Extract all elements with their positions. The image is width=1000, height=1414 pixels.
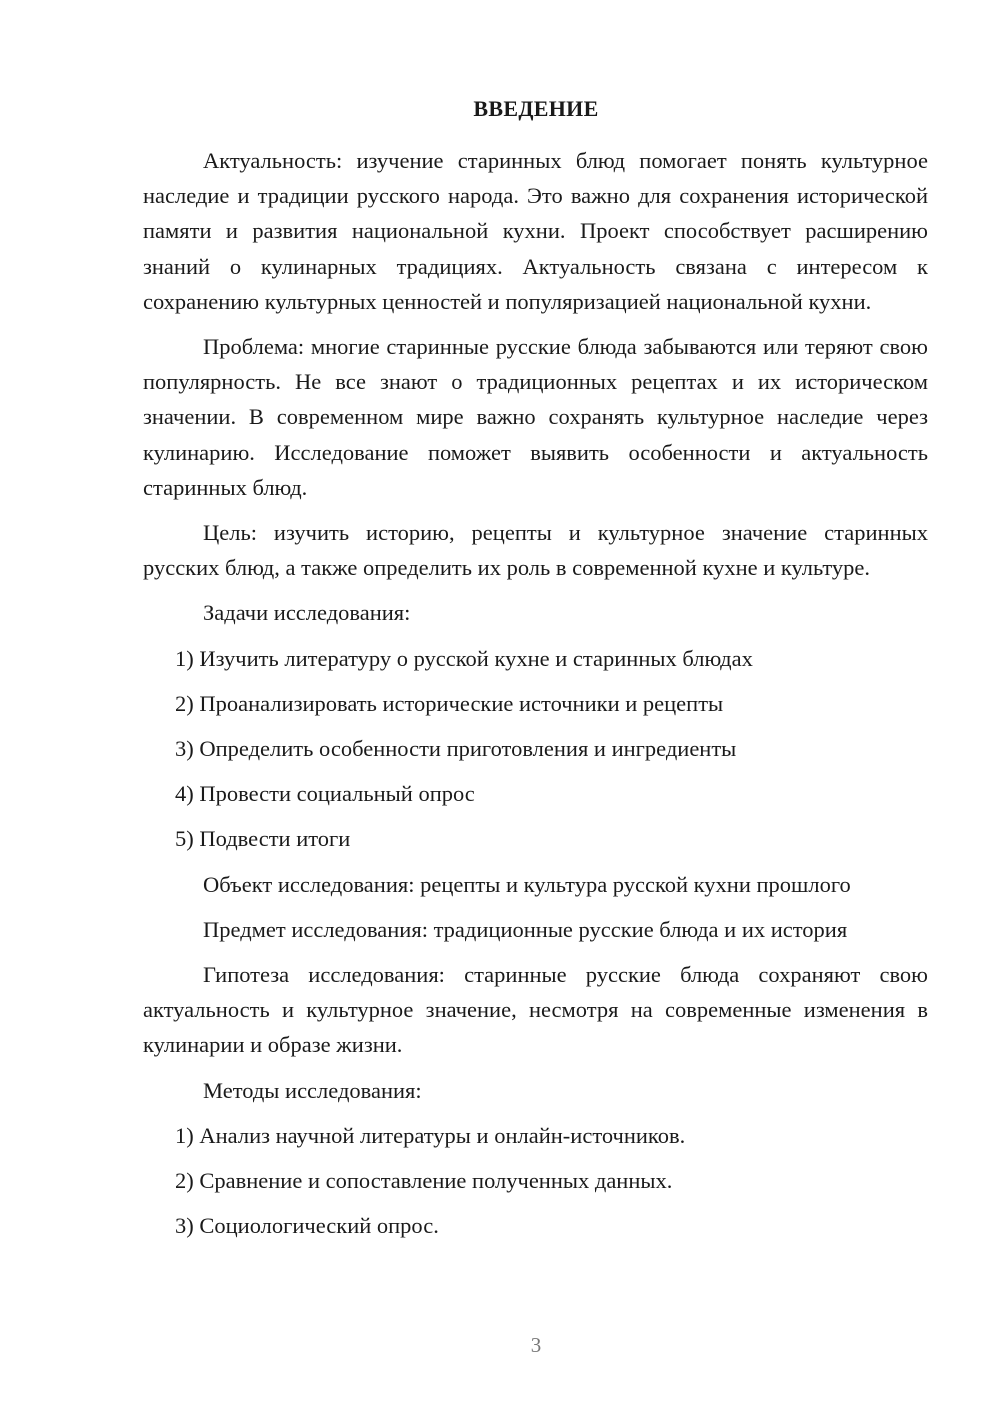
task-item: 1) Изучить литературу о русской кухне и старинных блюдах xyxy=(175,645,753,671)
page-number: 3 xyxy=(530,1333,542,1357)
method-item: 1) Анализ научной литературы и онлайн-источников. xyxy=(175,1122,686,1148)
research-subject: Предмет исследования: традиционные русские блюда и их история xyxy=(203,916,848,942)
methods-list xyxy=(143,1118,928,1244)
methods-heading: Методы исследования: xyxy=(203,1077,422,1103)
task-item: 4) Провести социальный опрос xyxy=(175,781,475,807)
tasks-list xyxy=(143,641,928,857)
task-item: 3) Определить особенности приготовления и ингредиенты xyxy=(175,736,737,762)
document-body xyxy=(143,143,928,1253)
problem-paragraph: Проблема: многие старинные русские блюда забываются или теряют свою популярность. Не все знают о традиционных рецептах и их историческом значении. В современном мире важно сохранять культурное наследие через кулинарию. Исследование поможет выявить особенности и актуальность старинных блюд. xyxy=(143,334,928,500)
method-item: 3) Социологический опрос. xyxy=(175,1213,439,1239)
task-item: 5) Подвести итоги xyxy=(175,826,351,852)
relevance-paragraph: Актуальность: изучение старинных блюд помогает понять культурное наследие и традиции русского народа. Это важно для сохранения исторической памяти и развития национальной кухни. Проект способствует расширению знаний о кулинарных традициях. Актуальность связана с интересом к сохранению культурных ценностей и популяризацией национальной кухни. xyxy=(143,148,928,314)
task-item: 2) Проанализировать исторические источники и рецепты xyxy=(175,690,724,716)
method-item: 2) Сравнение и сопоставление полученных данных. xyxy=(175,1168,673,1194)
hypothesis-paragraph: Гипотеза исследования: старинные русские блюда сохраняют свою актуальность и культурное значение, несмотря на современные изменения в кулинарии и образе жизни. xyxy=(143,962,928,1058)
tasks-heading: Задачи исследования: xyxy=(203,600,411,626)
research-object: Объект исследования: рецепты и культура русской кухни прошлого xyxy=(203,871,851,897)
goal-paragraph: Цель: изучить историю, рецепты и культурное значение старинных русских блюд, а также определить их роль в современной кухне и культуре. xyxy=(143,520,928,581)
page-title: ВВЕДЕНИЕ xyxy=(473,96,599,121)
